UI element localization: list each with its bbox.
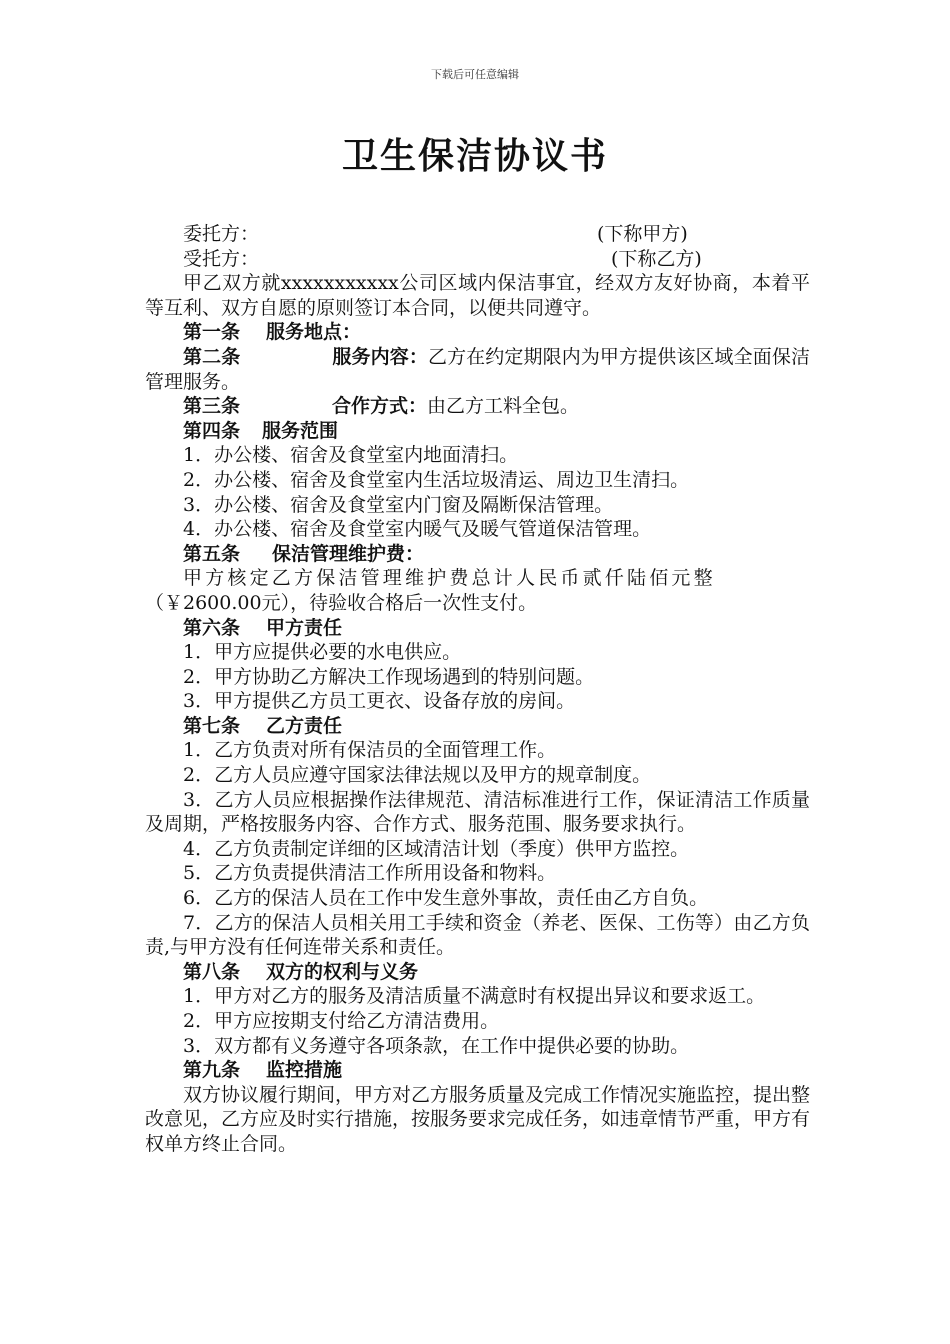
article-7-item: 7．乙方的保洁人员相关用工手续和资金（养老、医保、工伤等）由乙方负责,与甲方没有任何连带关系和责任。	[145, 911, 810, 959]
article-5-heading: 保洁管理维护费：	[272, 542, 425, 565]
article-1-num: 第一条	[183, 321, 241, 344]
article-9-num: 第九条	[183, 1059, 241, 1082]
article-9-heading: 监控措施	[266, 1059, 343, 1082]
article-8-num: 第八条	[183, 960, 241, 983]
article-6-item: 3．甲方提供乙方员工更衣、设备存放的房间。	[183, 690, 576, 713]
article-2-heading: 服务内容：	[332, 345, 428, 368]
article-7-item: 6．乙方的保洁人员在工作中发生意外事故，责任由乙方自负。	[183, 887, 709, 910]
article-4-heading: 服务范围	[262, 419, 339, 442]
article-7	[145, 714, 810, 739]
article-6-heading: 甲方责任	[266, 616, 343, 639]
article-7-item: 5．乙方负责提供清洁工作所用设备和物料。	[183, 862, 557, 885]
article-3	[145, 394, 810, 419]
article-4-item: 3．办公楼、宿舍及食堂室内门窗及隔断保洁管理。	[183, 493, 614, 516]
article-4-item: 1．办公楼、宿舍及食堂室内地面清扫。	[183, 444, 519, 467]
article-7-item: 3．乙方人员应根据操作法律规范、清洁标准进行工作，保证清洁工作质量及周期，严格按服务内容、合作方式、服务范围、服务要求执行。	[145, 788, 810, 836]
article-7-heading: 乙方责任	[266, 714, 343, 737]
article-5	[145, 542, 810, 567]
article-2-text: 乙方在约定期限内为甲方提供该区域全面保洁管理服务。	[145, 345, 810, 393]
contractor-suffix: (下称乙方)	[611, 247, 702, 270]
article-7-num: 第七条	[183, 714, 241, 737]
article-2	[145, 345, 810, 394]
article-3-text: 由乙方工料全包。	[427, 395, 580, 418]
article-5-fee-line: 甲方核定乙方保洁管理维护费总计人民币贰仟陆佰元整	[183, 567, 716, 590]
article-3-num: 第三条	[183, 395, 241, 418]
article-1-heading: 服务地点：	[266, 321, 362, 344]
document-title: 卫生保洁协议书	[341, 135, 608, 177]
article-4-item: 2．办公楼、宿舍及食堂室内生活垃圾清运、周边卫生清扫。	[183, 468, 690, 491]
article-4	[145, 419, 810, 444]
header-note: 下载后可任意编辑	[431, 68, 519, 81]
article-8	[145, 960, 810, 985]
article-7-item: 2．乙方人员应遵守国家法律法规以及甲方的规章制度。	[183, 764, 652, 787]
client-label: 委托方：	[183, 223, 260, 245]
article-1	[145, 320, 810, 345]
contractor-line	[145, 247, 810, 272]
contractor-label: 受托方：	[183, 247, 260, 270]
client-line	[145, 222, 810, 247]
intro-paragraph: 甲乙双方就xxxxxxxxxxx公司区域内保洁事宜，经双方友好协商，本着平等互利、双方自愿的原则签订本合同，以便共同遵守。	[145, 272, 810, 319]
article-3-heading: 合作方式：	[332, 395, 428, 418]
article-8-item: 2．甲方应按期支付给乙方清洁费用。	[183, 1010, 500, 1032]
article-6-item: 2．甲方协助乙方解决工作现场遇到的特别问题。	[183, 665, 595, 688]
client-suffix: (下称甲方)	[597, 223, 688, 245]
article-6-item: 1．甲方应提供必要的水电供应。	[183, 641, 462, 664]
article-5-fee-amount: （￥2600.00元），待验收合格后一次性支付。	[145, 591, 538, 614]
article-6	[145, 616, 810, 641]
article-4-item: 4．办公楼、宿舍及食堂室内暖气及暖气管道保洁管理。	[183, 518, 652, 541]
document-body	[145, 222, 810, 1157]
article-8-item: 3．双方都有义务遵守各项条款，在工作中提供必要的协助。	[183, 1034, 690, 1057]
article-8-heading: 双方的权利与义务	[266, 960, 419, 983]
article-6-num: 第六条	[183, 616, 241, 639]
article-9-text: 双方协议履行期间，甲方对乙方服务质量及完成工作情况实施监控，提出整改意见，乙方应及时实行措施，按服务要求完成任务，如违章情节严重，甲方有权单方终止合同。	[145, 1083, 811, 1155]
article-4-num: 第四条	[183, 419, 241, 442]
article-9	[145, 1058, 810, 1083]
article-7-item: 1．乙方负责对所有保洁员的全面管理工作。	[183, 739, 557, 762]
article-8-item: 1．甲方对乙方的服务及清洁质量不满意时有权提出异议和要求返工。	[183, 985, 766, 1008]
article-7-item: 4．乙方负责制定详细的区域清洁计划（季度）供甲方监控。	[183, 837, 690, 860]
article-5-num: 第五条	[183, 542, 241, 565]
article-2-num: 第二条	[183, 345, 241, 368]
